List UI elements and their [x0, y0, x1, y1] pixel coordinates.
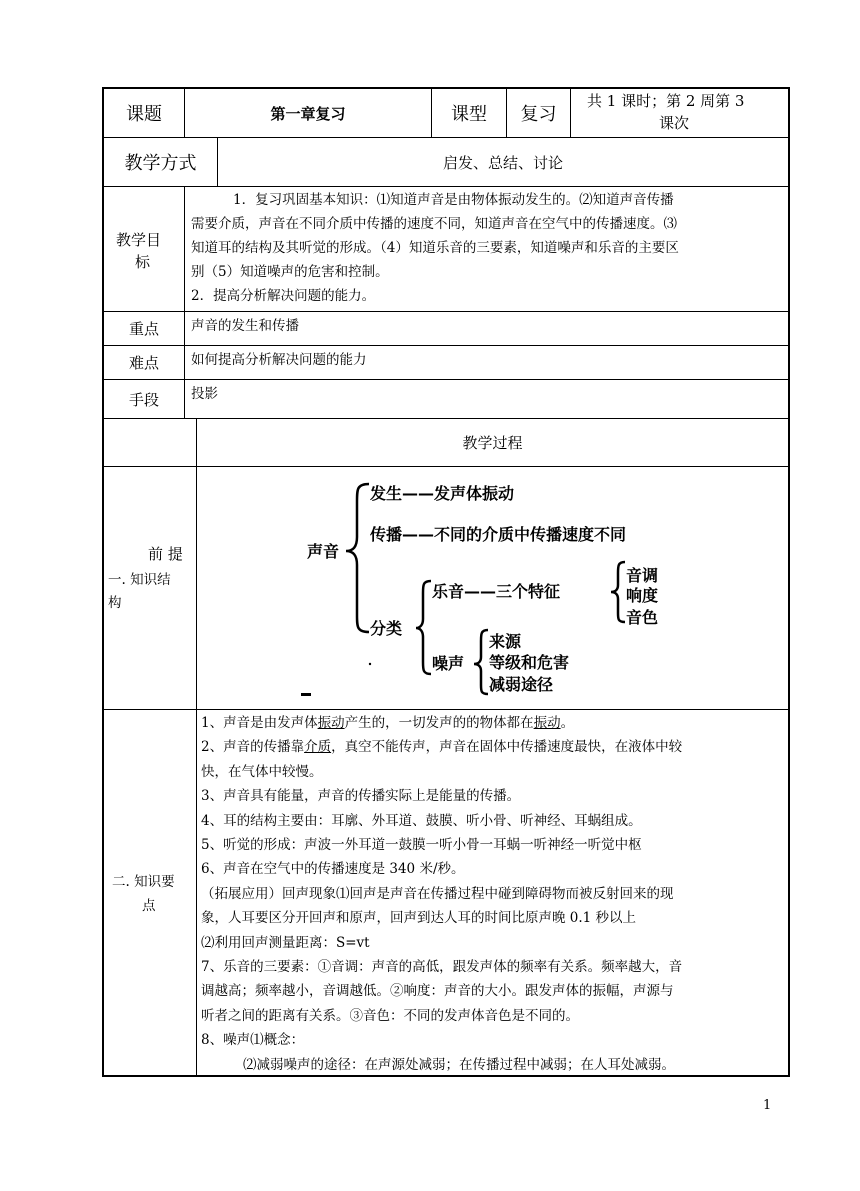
diagram-root: 声音 [307, 542, 340, 561]
point-line: 4、耳的结构主要由：耳廓、外耳道、鼓膜、听小骨、听神经、耳蜗组成。 [201, 812, 642, 829]
method-label: 教学方式 [124, 153, 197, 174]
section2-label-2: 点 [142, 898, 156, 914]
section2-label [104, 710, 196, 1075]
topic-value: 第一章复习 [270, 104, 346, 123]
goals-line: 需要介质，声音在不同介质中传播的速度不同，知道声音在空气中的传播速度。⑶ [191, 216, 677, 232]
knowledge-structure-diagram [197, 467, 788, 709]
diagram-tone-1: 音调 [626, 566, 659, 585]
point-line-1: 1、声音是由发声体振动产生的，一切发声的的物体都在振动。 [201, 715, 575, 731]
point-line: （拓展应用）回声现象⑴回声是声音在传播过程中碰到障碍物而被反射回来的现 [201, 885, 674, 902]
diagram-music: 乐音——三个特征 [432, 582, 561, 601]
point-line: 快，在气体中较慢。 [201, 763, 323, 780]
goals-line: 1．复习巩固基本知识：⑴知道声音是由物体振动发生的。⑵知道声音传播 [233, 192, 674, 208]
type-label: 课型 [451, 104, 487, 125]
schedule-line-1: 共 1 课时；第 2 周第 3 [587, 92, 745, 110]
stray-dot [369, 663, 371, 665]
main-brace [346, 484, 369, 632]
section1-label-3: 构 [108, 595, 122, 611]
topic-label: 课题 [126, 104, 162, 125]
point-line: 调越高；频率越小，音调越低。②响度：声音的大小。跟发声体的振幅，声源与 [201, 983, 674, 1000]
point-line: 3、声音具有能量，声音的传播实际上是能量的传播。 [201, 788, 521, 805]
section2-text [201, 711, 787, 1077]
underlined-term: 振动 [533, 715, 561, 731]
point-line: 6、声音在空气中的传播速度是 340 米/秒。 [201, 861, 465, 878]
diagram-branch-1: 发生——发声体振动 [370, 484, 515, 503]
diagram-branch-3: 分类 [370, 619, 403, 638]
goals-label-2: 标 [135, 253, 151, 271]
diagram-noise-2: 等级和危害 [489, 653, 570, 672]
goals-line: 2．提高分析解决问题的能力。 [191, 288, 376, 304]
point-line-last: ⑵减弱噪声的途径：在声源处减弱；在传播过程中减弱；在人耳处减弱。 [243, 1056, 675, 1073]
method-value: 启发、总结、讨论 [442, 153, 563, 172]
diagram-tone-3: 音色 [626, 608, 659, 627]
point-line: 7、乐音的三要素：①音调：声音的高低，跟发声体的频率有关系。频率越大，音 [201, 959, 683, 976]
underlined-term: 介质 [304, 739, 332, 756]
key-point-label: 重点 [128, 320, 159, 338]
type-value: 复习 [520, 104, 557, 125]
goals-label [104, 187, 184, 311]
process-title: 教学过程 [462, 434, 523, 452]
means-value: 投影 [191, 386, 218, 402]
section1-label-1: 前 提 [148, 545, 183, 563]
diagram-tone-2: 响度 [626, 586, 659, 605]
underlined-term: 振动 [317, 715, 345, 731]
section2-label-1: 二. 知识要 [112, 874, 175, 890]
class-brace [416, 581, 431, 674]
point-line-2: 2、声音的传播靠介质，真空不能传声，声音在固体中传播速度最快，在液体中较 [201, 739, 683, 756]
schedule-line-2: 课次 [659, 114, 690, 132]
diagram-noise-3: 减弱途径 [489, 675, 554, 694]
goals-text [191, 188, 787, 308]
schedule [571, 90, 788, 136]
difficulty-label: 难点 [128, 354, 159, 372]
point-line: ⑵利用回声测量距离：S=vt [201, 934, 370, 951]
difficulty-value: 如何提高分析解决问题的能力 [191, 352, 367, 368]
diagram-branch-2: 传播——不同的介质中传播速度不同 [370, 525, 627, 544]
diagram-noise: 噪声 [432, 654, 465, 673]
goals-line: 别（5）知道噪声的危害和控制。 [191, 264, 389, 280]
noise-brace [474, 630, 488, 694]
section1-label [104, 467, 196, 709]
point-line: 象，人耳要区分开回声和原声，回声到达人耳的时间比原声晚 0.1 秒以上 [201, 910, 637, 927]
point-line: 听者之间的距离有关系。③音色：不同的发声体音色是不同的。 [201, 1007, 579, 1024]
point-line: 5、听觉的形成：声波一外耳道一鼓膜一听小骨一耳蜗一听神经一听觉中枢 [201, 837, 642, 854]
means-label: 手段 [128, 390, 159, 409]
point-line: 8、噪声⑴概念： [201, 1032, 305, 1049]
goals-line: 知道耳的结构及其听觉的形成。（4）知道乐音的三要素，知道噪声和乐音的主要区 [191, 240, 679, 256]
goals-label-1: 教学目 [116, 231, 162, 249]
page-number: 1 [763, 1098, 772, 1113]
section1-label-2: 一. 知识结 [108, 572, 171, 588]
diagram-noise-1: 来源 [489, 632, 522, 651]
stray-mark [301, 693, 311, 696]
key-point-value: 声音的发生和传播 [191, 318, 299, 334]
tone-brace [611, 562, 625, 622]
